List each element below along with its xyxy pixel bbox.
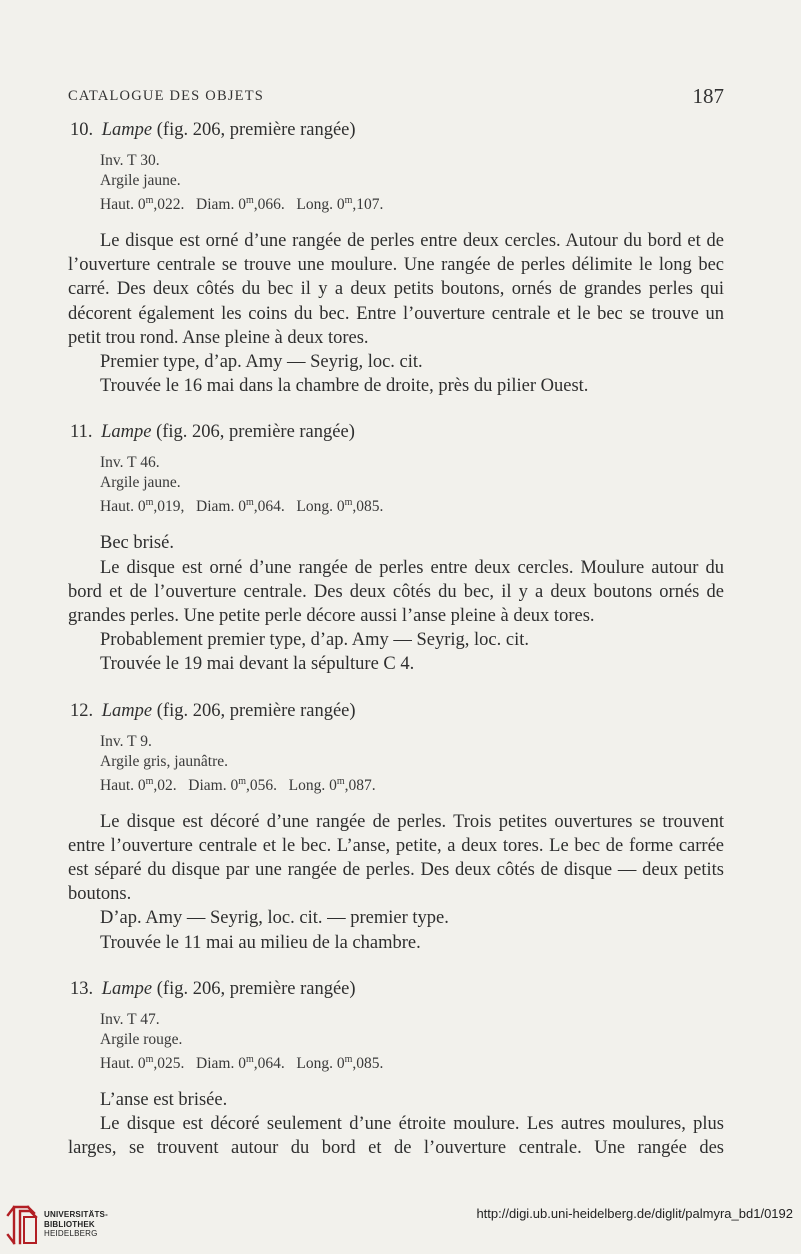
university-library-logo bbox=[6, 1203, 136, 1247]
source-url[interactable]: http://digi.ub.uni-heidelberg.de/diglit/palmyra_bd1/0192 bbox=[476, 1206, 793, 1221]
paragraph: L’anse est brisée. bbox=[100, 1089, 228, 1110]
paragraph: Le disque est orné d’une rangée de perles entre deux cercles. Moulure autour du bord et de l’ouverture centrale. Des deux côtés du bec, il y a deux boutons ornés de grandes perles. Une petite perle décore aussi l’anse pleine à deux tores. bbox=[68, 557, 724, 627]
inventory-number: Inv. T 30. bbox=[100, 152, 160, 169]
entry-number: 10. bbox=[70, 120, 94, 140]
material: Argile rouge. bbox=[100, 1030, 183, 1048]
library-name: UNIVERSITÄTS- BIBLIOTHEK HEIDELBERG bbox=[44, 1210, 108, 1238]
entry-object-name: Lampe bbox=[101, 422, 152, 443]
entry-figure-ref: (fig. 206, première rangée) bbox=[156, 700, 356, 721]
entry-metadata bbox=[100, 151, 724, 215]
dimensions: Haut. 0$^m$,025. Diam. 0$^m$,064. Long. 0$^m$,085. bbox=[100, 1053, 384, 1072]
entry-number: 11. bbox=[70, 422, 93, 443]
entry-title bbox=[70, 420, 724, 444]
entry-metadata bbox=[100, 453, 724, 517]
entry-figure-ref: (fig. 206, première rangée) bbox=[156, 978, 356, 999]
entry-metadata bbox=[100, 732, 724, 796]
paragraph: Le disque est orné d’une rangée de perles entre deux cercles. Autour du bord et de l’ouverture centrale se trouve une moulure. Une rangée de perles délimite le long bec carré. Des deux côtés du bec il y a deux petits boutons, ornés de grandes perles qui décorent également les coins du bec. Entre l’ouverture centrale et le bec se trouve un petit trou rond. Anse pleine à deux tores. bbox=[68, 231, 724, 348]
page-number: 187 bbox=[692, 84, 724, 108]
entry-title bbox=[70, 699, 724, 723]
entry-title bbox=[70, 118, 724, 142]
entry-metadata bbox=[100, 1010, 724, 1074]
material: Argile jaune. bbox=[100, 474, 181, 492]
dimensions: Haut. 0$^m$,022. Diam. 0$^m$,066. Long. 0$^m$,107. bbox=[100, 195, 384, 213]
entry-title bbox=[70, 977, 724, 1001]
entry-object-name: Lampe bbox=[101, 700, 153, 721]
entry-object-name: Lampe bbox=[101, 120, 153, 140]
entry-description bbox=[68, 1088, 724, 1161]
inventory-number: Inv. T 9. bbox=[100, 732, 152, 750]
dimensions: Haut. 0$^m$,02. Diam. 0$^m$,056. Long. 0$^m$,087. bbox=[100, 775, 376, 794]
paragraph: Le disque est décoré d’une rangée de perles. Trois petites ouvertures se trouvent entre l’ouverture centrale et le bec. L’anse, petite, a deux tores. Le bec de forme carrée est séparé du disque par une rangée de perles. Des deux côtés de disque — deux petits boutons. bbox=[68, 811, 724, 905]
paragraph: Trouvée le 11 mai au milieu de la chambre. bbox=[100, 932, 421, 953]
entry-description bbox=[68, 229, 724, 398]
dimensions: Haut. 0$^m$,019, Diam. 0$^m$,064. Long. 0$^m$,085. bbox=[100, 497, 384, 516]
paragraph: Bec brisé. bbox=[100, 533, 174, 554]
inventory-number: Inv. T 46. bbox=[100, 454, 160, 472]
paragraph: Premier type, d’ap. Amy — Seyrig, loc. cit. bbox=[100, 352, 423, 373]
entry-description bbox=[68, 810, 724, 955]
paragraph: Trouvée le 19 mai devant la sépulture C 4. bbox=[100, 654, 415, 675]
running-head bbox=[68, 86, 724, 110]
catalogue-entry-12 bbox=[68, 699, 724, 955]
paragraph: Trouvée le 16 mai dans la chambre de droite, près du pilier Ouest. bbox=[100, 376, 589, 397]
material: Argile jaune. bbox=[100, 172, 181, 189]
library-emblem-icon bbox=[6, 1203, 42, 1247]
entry-figure-ref: (fig. 206, première rangée) bbox=[156, 422, 355, 443]
entry-description bbox=[68, 531, 724, 676]
paragraph: Probablement premier type, d’ap. Amy — Seyrig, loc. cit. bbox=[100, 630, 529, 651]
entry-object-name: Lampe bbox=[101, 978, 153, 999]
catalogue-body bbox=[68, 118, 724, 1160]
material: Argile gris, jaunâtre. bbox=[100, 752, 228, 770]
entry-figure-ref: (fig. 206, première rangée) bbox=[156, 120, 356, 140]
entry-number: 13. bbox=[70, 978, 94, 999]
entry-number: 12. bbox=[70, 700, 94, 721]
inventory-number: Inv. T 47. bbox=[100, 1010, 160, 1028]
paragraph: D’ap. Amy — Seyrig, loc. cit. — premier type. bbox=[100, 908, 449, 929]
catalogue-entry-11 bbox=[68, 420, 724, 676]
catalogue-entry-10 bbox=[68, 118, 724, 398]
running-title: CATALOGUE DES OBJETS bbox=[68, 88, 265, 104]
catalogue-entry-13 bbox=[68, 977, 724, 1161]
paragraph: Le disque est décoré seulement d’une étroite moulure. Les autres moulures, plus larges, se trouvent autour du bord et de l’ouverture centrale. Une rangée des bbox=[68, 1114, 724, 1159]
